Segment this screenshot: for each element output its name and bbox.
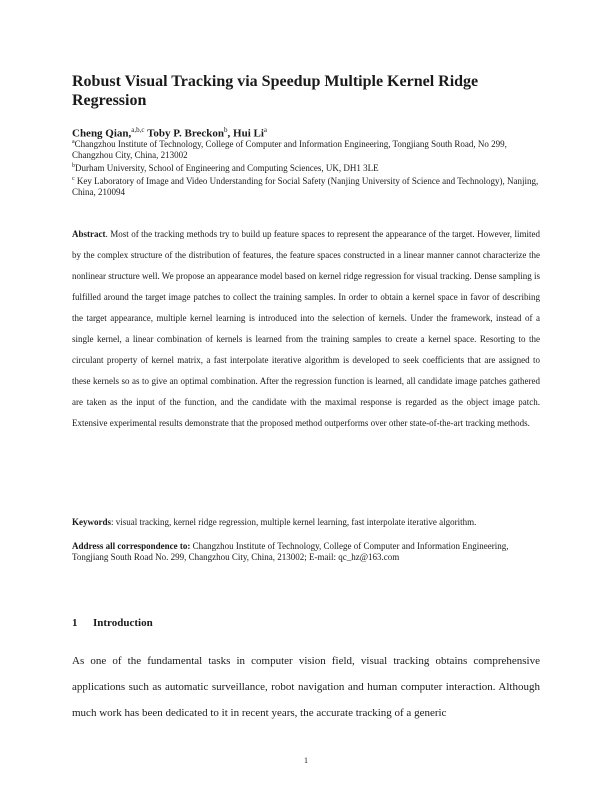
- abstract-label: Abstract: [72, 229, 106, 239]
- section-number: 1: [72, 617, 78, 629]
- keywords-text: : visual tracking, kernel ridge regression, multiple kernel learning, fast interpolate iterative algorithm.: [111, 517, 477, 527]
- author-name: Cheng Qian,: [72, 127, 132, 140]
- affiliation-sup: c: [72, 176, 75, 182]
- keywords: [72, 516, 540, 528]
- affiliation-sup: b: [72, 163, 75, 169]
- correspondence-address: [72, 541, 540, 563]
- affiliation: [72, 161, 542, 174]
- page-number: 1: [304, 756, 308, 765]
- section-heading: [72, 617, 472, 630]
- author-affil-sup: b: [224, 126, 228, 134]
- intro-paragraph: As one of the fundamental tasks in computer vision field, visual tracking obtains comprehensive applications such as automatic surveillance, robot navigation and human computer interaction. Although much work has been dedicated to it in recent years, the accurate tracking of a generic: [72, 655, 540, 719]
- affiliation: [72, 174, 542, 198]
- affiliation-text: Changzhou Institute of Technology, College of Computer and Information Engineering, Tongjiang South Road, No 299, Changzhou City, China, 213002: [72, 139, 507, 160]
- affiliation-sup: a: [72, 139, 75, 145]
- affiliation-list: [72, 137, 542, 198]
- author-affil-sup: a: [263, 126, 267, 134]
- author-name: Toby P. Breckon: [147, 127, 225, 140]
- section-title: Introduction: [93, 617, 153, 629]
- keywords-label: Keywords: [72, 517, 111, 527]
- affiliation-text: Durham University, School of Engineering and Computing Sciences, UK, DH1 3LE: [75, 163, 379, 173]
- author-name: , Hui Li: [227, 127, 264, 140]
- abstract-text: . Most of the tracking methods try to build up feature spaces to represent the appearance of the target. However, limited by the complex structure of the distribution of features, the feature spaces constructed in a linear manner cannot characterize the nonlinear structure well. We propose an appearance model based on kernel ridge regression for visual tracking. Dense sampling is fulfilled around the target image patches to collect the training samples. In order to obtain a kernel space in favor of describing the target appearance, multiple kernel learning is introduced into the selection of kernels. Under the framework, instead of a single kernel, a linear combination of kernels is learned from the training samples to create a kernel space. Resorting to the circulant property of kernel matrix, a fast interpolate iterative algorithm is developed to seek coefficients that are assigned to these kernels so as to give an optimal combination. After the regression function is learned, all candidate image patches gathered are taken as the input of the function, and the candidate with the maximal response is regarded as the object image patch. Extensive experimental results demonstrate that the proposed method outperforms over other state-of-the-art tracking methods.: [72, 229, 540, 428]
- correspondence-label: Address all correspondence to:: [72, 541, 191, 551]
- correspondence-text: Changzhou Institute of Technology, College of Computer and Information Engineering, Tongjiang South Road No. 299, Changzhou City, China, 213002; E-mail: qc_hz@163.com: [72, 541, 509, 562]
- affiliation-text: Key Laboratory of Image and Video Understanding for Social Safety (Nanjing University of Science and Technology), Nanjing, China, 210094: [72, 176, 539, 197]
- affiliation: [72, 137, 542, 161]
- abstract: [72, 224, 540, 434]
- author-affil-sup: a,b,c: [131, 126, 145, 134]
- paper-title: Robust Visual Tracking via Speedup Multiple Kernel Ridge Regression: [72, 73, 479, 109]
